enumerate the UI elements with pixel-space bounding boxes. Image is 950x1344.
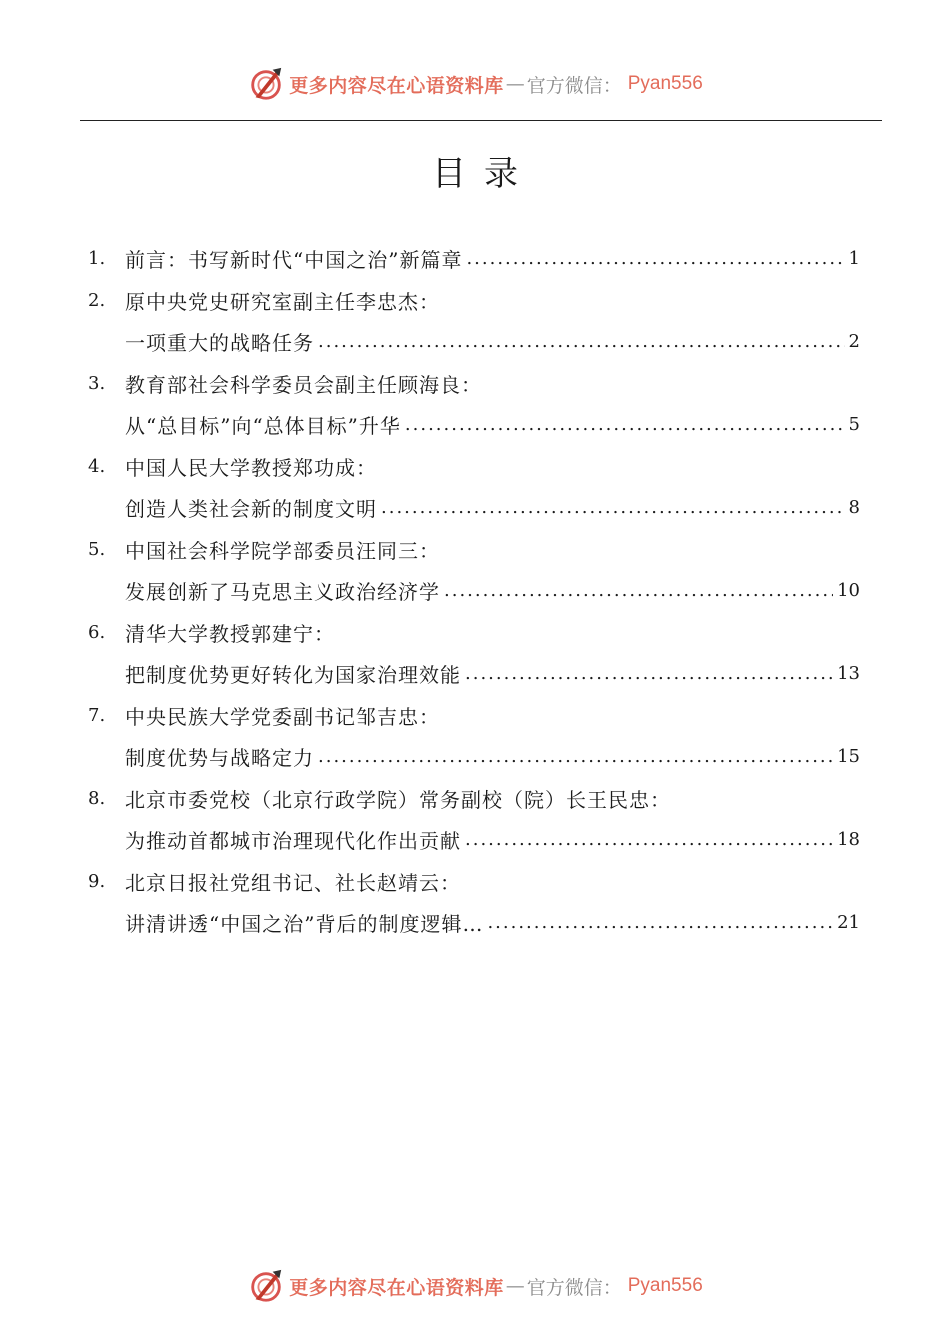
toc-entry-author: 教育部社会科学委员会副主任顾海良： xyxy=(125,372,482,397)
toc-entry[interactable] xyxy=(88,280,860,363)
toc-entry-line xyxy=(88,819,860,861)
toc-entry-title: 创造人类社会新的制度文明 xyxy=(125,497,377,522)
toc-dot-leader xyxy=(381,497,845,518)
toc-dot-leader xyxy=(444,580,833,601)
toc-page-number: 10 xyxy=(837,580,860,602)
banner-wechat-id: Pyan556 xyxy=(627,73,703,94)
banner-lead-text: 更多内容尽在心语资料库 xyxy=(289,1276,504,1299)
toc-entry-number: 9. xyxy=(88,870,106,892)
header-banner xyxy=(0,64,950,104)
toc-entry-line xyxy=(88,363,860,405)
toc-entry-line xyxy=(88,280,860,322)
toc-entry-line xyxy=(88,529,860,571)
toc-page-number: 18 xyxy=(837,829,860,851)
toc-entry-line xyxy=(88,695,860,737)
toc-entry[interactable] xyxy=(88,612,860,695)
toc-entry-author: 北京日报社党组书记、社长赵靖云： xyxy=(125,870,461,895)
toc-entry-number: 1. xyxy=(88,248,106,270)
toc-entry[interactable] xyxy=(88,778,860,861)
toc-entry-title: 制度优势与战略定力 xyxy=(125,746,314,771)
toc-dot-leader xyxy=(465,663,833,684)
toc-entry-number: 2. xyxy=(88,289,106,311)
header-rule xyxy=(80,120,882,121)
toc-dot-leader xyxy=(487,912,833,933)
footer-banner xyxy=(0,1266,950,1306)
toc-page-number: 13 xyxy=(837,663,860,685)
toc-page-number: 2 xyxy=(848,331,860,353)
toc-entry-author: 清华大学教授郭建宁： xyxy=(125,621,335,646)
toc-entry-line xyxy=(88,612,860,654)
toc-dot-leader xyxy=(318,331,845,352)
toc-entry-line xyxy=(88,570,860,612)
banner-dash: — xyxy=(505,1275,525,1297)
toc-entry[interactable] xyxy=(88,529,860,612)
toc-entry-line xyxy=(88,902,860,944)
banner-wechat-id: Pyan556 xyxy=(627,1275,703,1296)
toc-entry-line xyxy=(88,653,860,695)
toc-entry-line xyxy=(88,446,860,488)
toc-entry-number: 7. xyxy=(88,704,106,726)
toc-page-number: 15 xyxy=(837,746,860,768)
toc-entry[interactable] xyxy=(88,363,860,446)
toc-entry-title: 把制度优势更好转化为国家治理效能 xyxy=(125,663,461,688)
toc-entry-line xyxy=(88,861,860,903)
toc-entry-title: 从“总目标”向“总体目标”升华 xyxy=(125,414,401,439)
banner-official-label: 官方微信： xyxy=(526,74,622,97)
toc-entry-author: 中国人民大学教授郑功成： xyxy=(125,455,377,480)
toc-entry-title: 一项重大的战略任务 xyxy=(125,331,314,356)
toc-entry-title: 讲清讲透“中国之治”背后的制度逻辑… xyxy=(125,912,484,937)
toc-dot-leader xyxy=(465,829,833,850)
toc-title: 目录 xyxy=(432,154,536,194)
toc-entry-title: 为推动首都城市治理现代化作出贡献 xyxy=(125,829,461,854)
toc-page-number: 21 xyxy=(837,912,860,934)
toc-entry-line xyxy=(88,736,860,778)
toc-page-number: 1 xyxy=(848,248,860,270)
toc-entry-number: 6. xyxy=(88,621,106,643)
quill-seal-logo-icon xyxy=(247,1267,285,1305)
banner-dash: — xyxy=(505,73,525,95)
toc-entry-title: 发展创新了马克思主义政治经济学 xyxy=(125,580,440,605)
toc-entry-number: 3. xyxy=(88,372,106,394)
banner-official-label: 官方微信： xyxy=(526,1276,622,1299)
toc-entry-line xyxy=(88,238,860,280)
toc-entry[interactable] xyxy=(88,695,860,778)
toc-dot-leader xyxy=(405,414,845,435)
toc-entry[interactable] xyxy=(88,446,860,529)
toc-page-number: 8 xyxy=(848,497,860,519)
toc-entry-number: 8. xyxy=(88,787,106,809)
toc-page-number: 5 xyxy=(848,414,860,436)
banner-lead-text: 更多内容尽在心语资料库 xyxy=(289,74,504,97)
toc-entry-author: 中央民族大学党委副书记邹吉忠： xyxy=(125,704,440,729)
quill-seal-logo-icon xyxy=(247,65,285,103)
toc-entry-line xyxy=(88,778,860,820)
toc-entry-number: 5. xyxy=(88,538,106,560)
toc-entry-line xyxy=(88,404,860,446)
toc-entry-title: 前言：书写新时代“中国之治”新篇章 xyxy=(125,248,463,273)
table-of-contents xyxy=(88,238,860,944)
toc-entry[interactable] xyxy=(88,238,860,280)
toc-entry-line xyxy=(88,487,860,529)
toc-dot-leader xyxy=(466,248,844,269)
toc-entry-author: 北京市委党校（北京行政学院）常务副校（院）长王民忠： xyxy=(125,787,671,812)
toc-dot-leader xyxy=(318,746,833,767)
toc-entry-number: 4. xyxy=(88,455,106,477)
toc-entry[interactable] xyxy=(88,861,860,944)
toc-entry-author: 原中央党史研究室副主任李忠杰： xyxy=(125,289,440,314)
toc-entry-line xyxy=(88,321,860,363)
toc-entry-author: 中国社会科学院学部委员汪同三： xyxy=(125,538,440,563)
